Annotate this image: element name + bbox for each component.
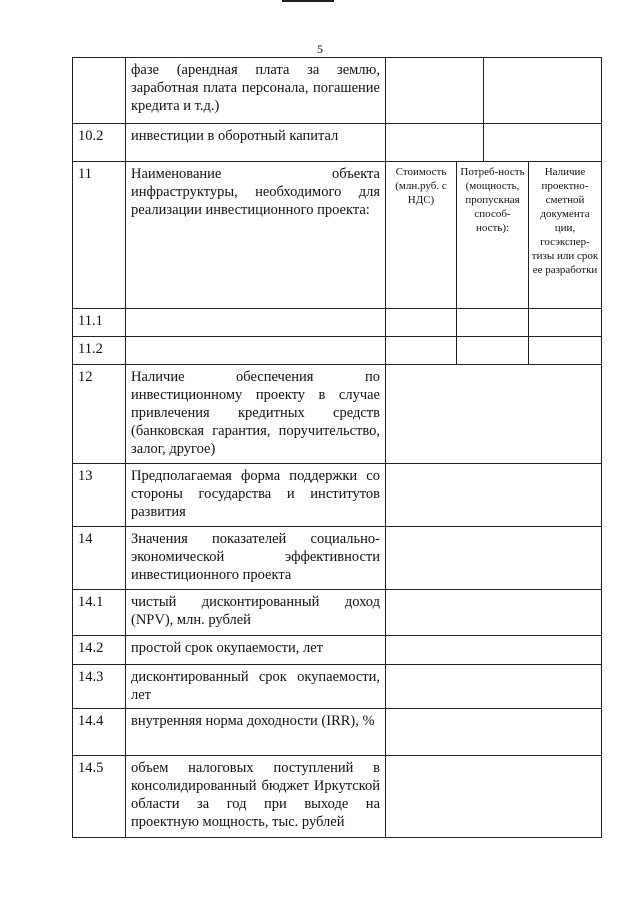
table-row xyxy=(73,527,602,590)
table-row xyxy=(73,309,602,337)
capacity-header: Потреб-ность (мощность, пропускная способ-ность): xyxy=(457,162,529,309)
value-cell xyxy=(386,464,602,527)
table-row xyxy=(73,636,602,665)
row-label xyxy=(126,756,386,838)
row-number: 11.1 xyxy=(73,309,126,337)
value-cell xyxy=(529,309,602,337)
row-label-text: внутренняя норма доходности (IRR), % xyxy=(131,713,375,729)
row-label xyxy=(126,162,386,309)
row-number: 12 xyxy=(73,365,126,464)
row-label xyxy=(126,665,386,709)
table-row xyxy=(73,58,602,124)
value-cell xyxy=(386,756,602,838)
value-cell xyxy=(386,365,602,464)
row-number: 13 xyxy=(73,464,126,527)
page-number: 5 xyxy=(317,42,323,56)
row-label-text: чистый дисконтированный доход (NPV), млн. рублей xyxy=(131,594,380,628)
row-label-text: Значения показателей социально-экономической эффективности инвестиционного проекта xyxy=(131,531,380,583)
documentation-header: Наличие проектно-сметной документа ции, госэкспер-тизы или срок ее разработки xyxy=(529,162,602,309)
value-cell xyxy=(386,337,457,365)
row-label-text: Наличие обеспечения по инвестиционному проекту в случае привлечения кредитных средств (банковская гарантия, поручительство, залог, другое) xyxy=(131,369,380,457)
value-cell xyxy=(386,665,602,709)
table-row xyxy=(73,464,602,527)
value-cell xyxy=(386,527,602,590)
value-cell xyxy=(386,636,602,665)
value-cell xyxy=(386,709,602,756)
row-label-text: объем налоговых поступлений в консолидированный бюджет Иркутской области за год при выходе на проектную мощность, тыс. рублей xyxy=(131,760,380,830)
table-row xyxy=(73,124,602,162)
value-cell xyxy=(484,124,602,162)
row-number: 14.2 xyxy=(73,636,126,665)
value-cell xyxy=(457,337,529,365)
table-row xyxy=(73,337,602,365)
value-cell xyxy=(484,58,602,124)
row-number: 14 xyxy=(73,527,126,590)
project-form-table xyxy=(72,57,602,838)
row-number: 14.3 xyxy=(73,665,126,709)
row-number xyxy=(73,58,126,124)
row-number: 10.2 xyxy=(73,124,126,162)
row-label xyxy=(126,124,386,162)
table-row xyxy=(73,162,602,309)
row-label-text: Предполагаемая форма поддержки со стороны государства и институтов развития xyxy=(131,468,380,520)
top-edge-mark xyxy=(282,0,334,2)
row-label xyxy=(126,309,386,337)
table-row xyxy=(73,665,602,709)
table-row xyxy=(73,709,602,756)
row-label-text: инвестиции в оборотный капитал xyxy=(131,128,339,144)
value-cell xyxy=(386,309,457,337)
row-number: 14.4 xyxy=(73,709,126,756)
row-label xyxy=(126,365,386,464)
row-label-text: дисконтированный срок окупаемости, лет xyxy=(131,669,380,703)
row-label-text: Наименование объекта инфраструктуры, необходимого для реализации инвестиционного проекта: xyxy=(131,166,380,218)
value-cell xyxy=(386,590,602,636)
value-cell xyxy=(386,58,484,124)
row-label xyxy=(126,58,386,124)
value-cell xyxy=(529,337,602,365)
table-row xyxy=(73,590,602,636)
value-cell xyxy=(386,124,484,162)
row-label xyxy=(126,464,386,527)
table-row xyxy=(73,365,602,464)
row-label xyxy=(126,337,386,365)
row-label-text: простой срок окупаемости, лет xyxy=(131,640,323,656)
row-label xyxy=(126,709,386,756)
row-label xyxy=(126,527,386,590)
row-label xyxy=(126,636,386,665)
row-number: 11 xyxy=(73,162,126,309)
row-number: 11.2 xyxy=(73,337,126,365)
row-label xyxy=(126,590,386,636)
cost-header: Стоимость (млн.руб. с НДС) xyxy=(386,162,457,309)
table-row xyxy=(73,756,602,838)
row-label-text: фазе (арендная плата за землю, заработная плата персонала, погашение кредита и т.д.) xyxy=(131,62,380,114)
value-cell xyxy=(457,309,529,337)
row-number: 14.1 xyxy=(73,590,126,636)
row-number: 14.5 xyxy=(73,756,126,838)
